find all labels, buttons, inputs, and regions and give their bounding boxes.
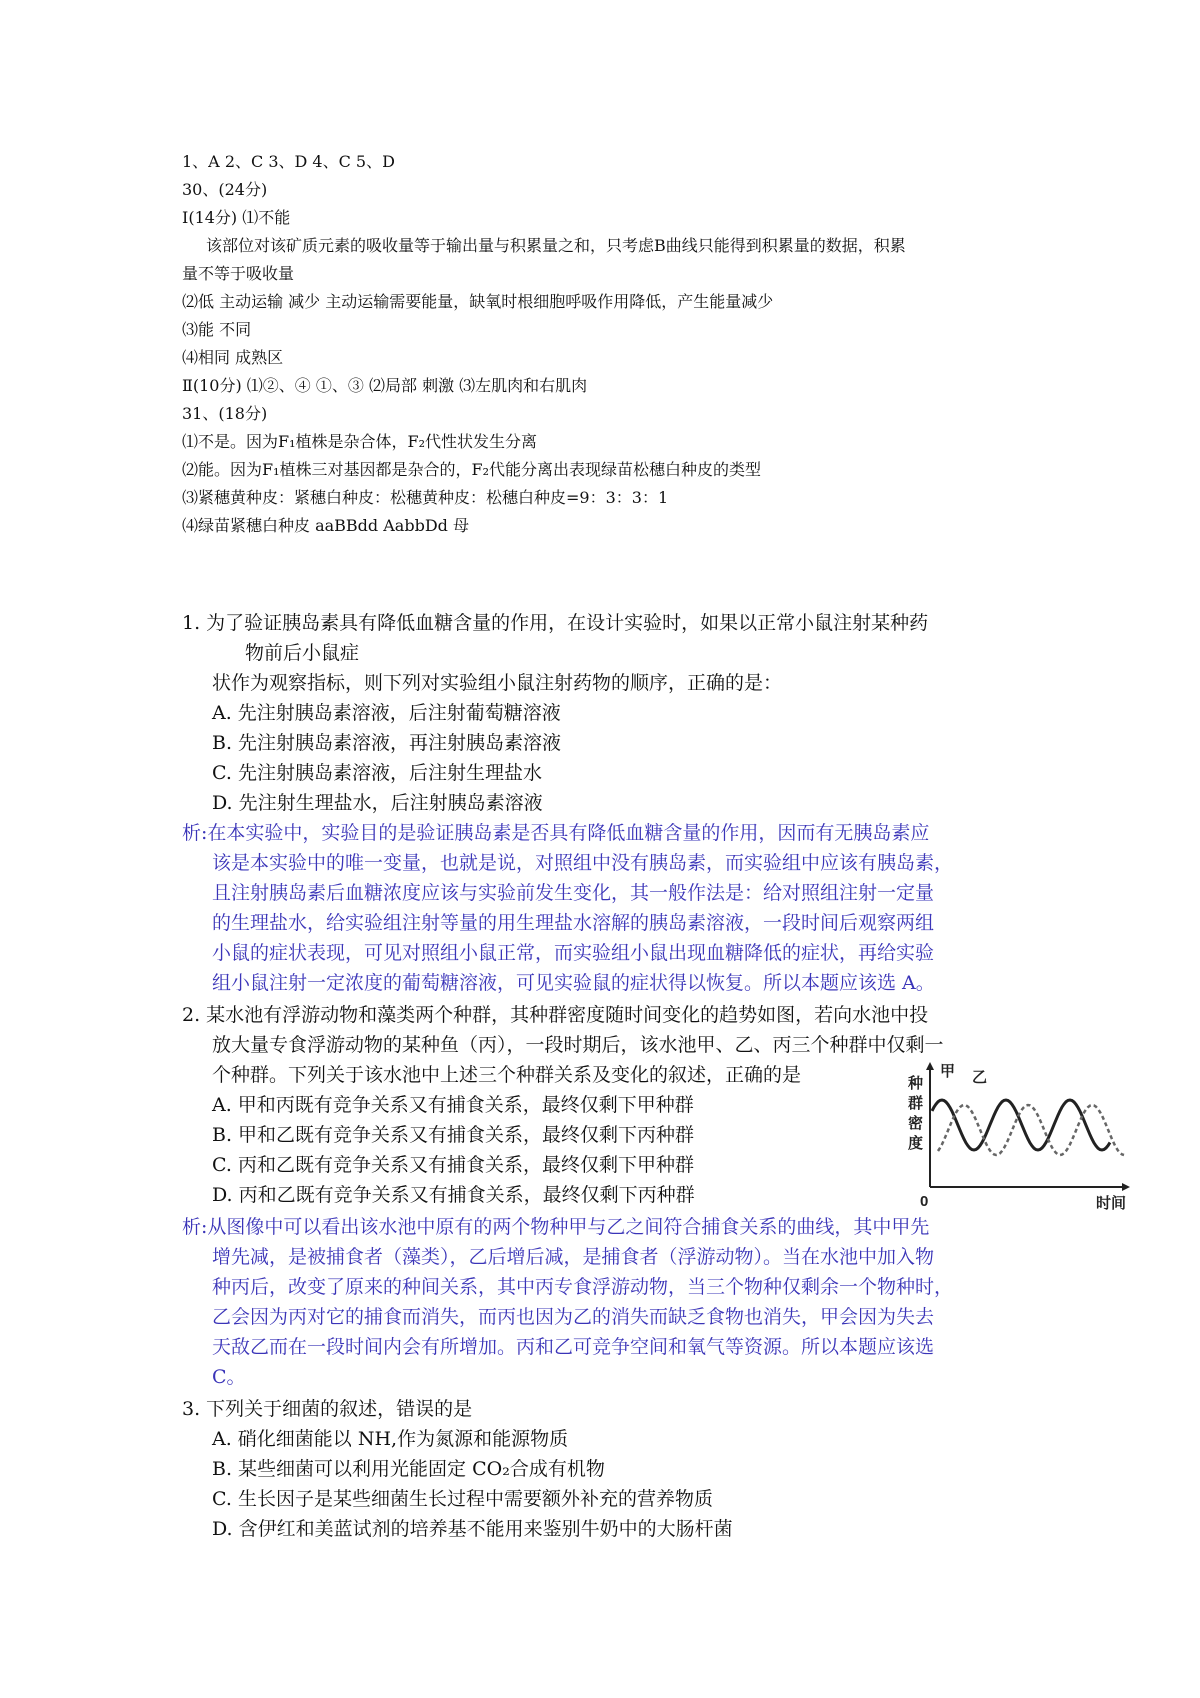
q2-stem-3: 个种群。下列关于该水池中上述三个种群关系及变化的叙述，正确的是 <box>212 1064 802 1086</box>
q30-item-3: ⑶能 不同 <box>182 320 252 339</box>
q2-stem-2: 放大量专食浮游动物的某种鱼（丙），一段时期后，该水池甲、乙、丙三个种群中仅剩一 <box>212 1034 944 1056</box>
q2-analysis-line-1: 析:从图像中可以看出该水池中原有的两个物种甲与乙之间符合捕食关系的曲线，其中甲先 <box>182 1216 930 1238</box>
origin-label: 0 <box>920 1193 929 1210</box>
ylabel-char-4: 度 <box>908 1135 924 1152</box>
q2-option-d: D. 丙和乙既有竞争关系又有捕食关系，最终仅剩下丙种群 <box>212 1184 695 1206</box>
q3-stem: 3. 下列关于细菌的叙述，错误的是 <box>182 1398 473 1420</box>
q1-stem-1: 1. 为了验证胰岛素具有降低血糖含量的作用，在设计实验时，如果以正常小鼠注射某种药 <box>182 612 929 634</box>
q31-item-3: ⑶紧穗黄种皮：紧穗白种皮：松穗黄种皮：松穗白种皮=9：3：3：1 <box>182 488 669 507</box>
x-axis-arrow <box>1122 1183 1130 1191</box>
ylabel-char-3: 密 <box>908 1115 924 1132</box>
q30-item-2: ⑵低 主动运输 减少 主动运输需要能量，缺氧时根细胞呼吸作用降低，产生能量减少 <box>182 292 774 311</box>
q1-analysis-line-6: 组小鼠注射一定浓度的葡萄糖溶液，可见实验鼠的症状得以恢复。所以本题应该选 A。 <box>212 972 935 994</box>
q1-analysis-line-1: 析:在本实验中，实验目的是验证胰岛素是否具有降低血糖含量的作用，因而有无胰岛素应 <box>182 822 930 844</box>
q31-item-1: ⑴不是。因为F₁植株是杂合体，F₂代性状发生分离 <box>182 432 538 451</box>
ylabel-char-2: 群 <box>908 1095 924 1112</box>
q1-stem-3: 状作为观察指标，则下列对实验组小鼠注射药物的顺序，正确的是： <box>212 672 783 694</box>
q2-option-a: A. 甲和丙既有竞争关系又有捕食关系，最终仅剩下甲种群 <box>212 1094 694 1116</box>
q1-option-a: A. 先注射胰岛素溶液，后注射葡萄糖溶液 <box>212 702 561 724</box>
q1-option-b: B. 先注射胰岛素溶液，再注射胰岛素溶液 <box>212 732 562 754</box>
q1-analysis-line-3: 且注射胰岛素后血糖浓度应该与实验前发生变化，其一般作法是：给对照组注射一定量 <box>212 882 935 904</box>
q2-stem-1: 2. 某水池有浮游动物和藻类两个种群，其种群密度随时间变化的趋势如图，若向水池中投 <box>182 1004 929 1026</box>
q30-part2: Ⅱ(10分) ⑴②、④ ①、③ ⑵局部 刺激 ⑶左肌肉和右肌肉 <box>182 376 588 395</box>
curve-label-yi: 乙 <box>972 1069 988 1086</box>
q1-analysis-line-2: 该是本实验中的唯一变量，也就是说，对照组中没有胰岛素，而实验组中应该有胰岛素， <box>212 852 954 874</box>
population-density-figure <box>900 1060 1140 1218</box>
q30-header: 30、(24分) <box>182 180 268 199</box>
curve-label-jia: 甲 <box>940 1063 956 1080</box>
q3-option-c: C. 生长因子是某些细菌生长过程中需要额外补充的营养物质 <box>212 1488 713 1510</box>
q31-item-2: ⑵能。因为F₁植株三对基因都是杂合的，F₂代能分离出表现绿苗松穗白种皮的类型 <box>182 460 762 479</box>
q30-part1-explanation-1: 该部位对该矿质元素的吸收量等于输出量与积累量之和，只考虑B曲线只能得到积累量的数据，积累 <box>206 236 906 255</box>
q1-analysis-line-4: 的生理盐水，给实验组注射等量的用生理盐水溶解的胰岛素溶液，一段时间后观察两组 <box>212 912 935 934</box>
xlabel: 时间 <box>1096 1195 1127 1212</box>
q30-part1-explanation-2: 量不等于吸收量 <box>182 264 295 283</box>
q3-option-d: D. 含伊红和美蓝试剂的培养基不能用来鉴别牛奶中的大肠杆菌 <box>212 1518 733 1540</box>
q2-analysis-line-3: 种丙后，改变了原来的种间关系，其中丙专食浮游动物，当三个物种仅剩余一个物种时， <box>212 1276 954 1298</box>
q2-analysis-line-6: C。 <box>212 1366 246 1388</box>
q1-option-d: D. 先注射生理盐水，后注射胰岛素溶液 <box>212 792 543 814</box>
q3-option-a: A. 硝化细菌能以 NH,作为氮源和能源物质 <box>212 1428 569 1450</box>
q1-option-c: C. 先注射胰岛素溶液，后注射生理盐水 <box>212 762 542 784</box>
y-axis-arrow <box>926 1062 934 1070</box>
q1-analysis-line-5: 小鼠的症状表现，可见对照组小鼠正常，而实验组小鼠出现血糖降低的症状，再给实验 <box>212 942 935 964</box>
q3-option-b: B. 某些细菌可以利用光能固定 CO₂合成有机物 <box>212 1458 605 1480</box>
answer-key-line-1: 1、A 2、C 3、D 4、C 5、D <box>182 152 395 171</box>
q31-header: 31、(18分) <box>182 404 268 423</box>
q31-item-4: ⑷绿苗紧穗白种皮 aaBBdd AabbDd 母 <box>182 516 469 535</box>
q2-analysis-line-2: 增先减，是被捕食者（藻类），乙后增后减，是捕食者（浮游动物）。当在水池中加入物 <box>212 1246 935 1268</box>
q2-option-b: B. 甲和乙既有竞争关系又有捕食关系，最终仅剩下丙种群 <box>212 1124 695 1146</box>
q2-option-c: C. 丙和乙既有竞争关系又有捕食关系，最终仅剩下甲种群 <box>212 1154 694 1176</box>
q30-item-4: ⑷相同 成熟区 <box>182 348 284 367</box>
q1-stem-2: 物前后小鼠症 <box>245 642 360 664</box>
ylabel-char-1: 种 <box>908 1075 924 1092</box>
curve-jia <box>932 1100 1110 1150</box>
q30-part1-header: Ⅰ(14分) ⑴不能 <box>182 208 291 227</box>
q2-analysis-line-5: 天敌乙而在一段时间内会有所增加。丙和乙可竞争空间和氧气等资源。所以本题应该选 <box>212 1336 935 1358</box>
q2-analysis-line-4: 乙会因为丙对它的捕食而消失，而丙也因为乙的消失而缺乏食物也消失，甲会因为失去 <box>212 1306 935 1328</box>
